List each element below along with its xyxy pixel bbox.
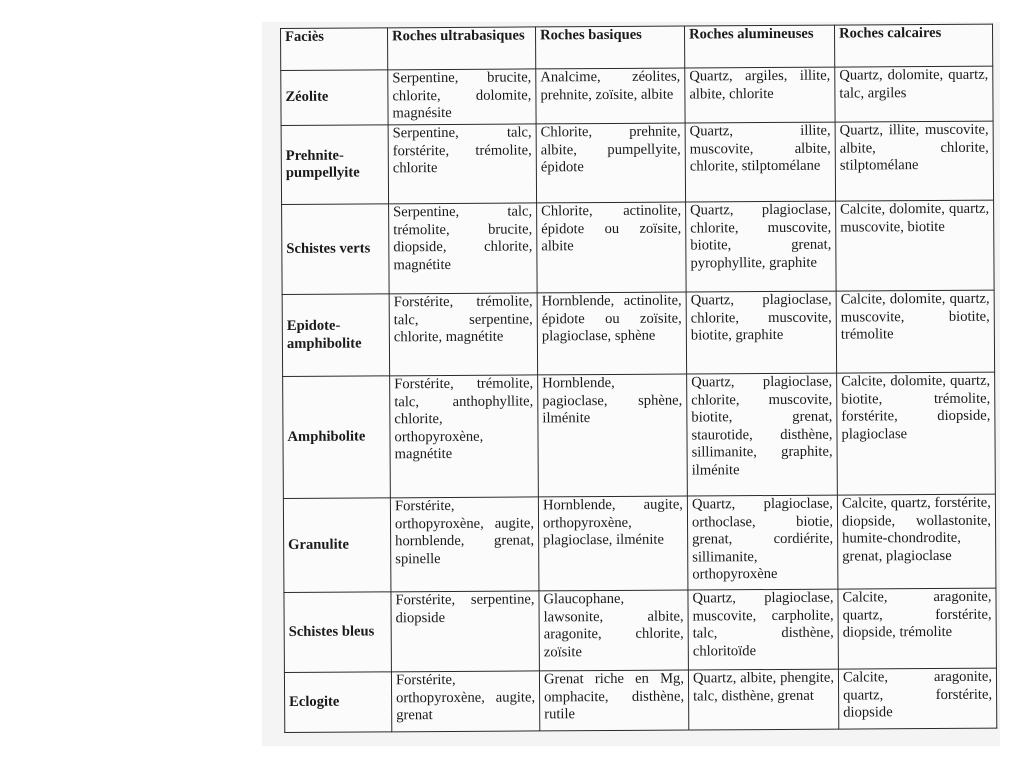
cell-aluminous: Quartz, argiles, illite, albite, chlorite	[685, 67, 835, 123]
cell-aluminous: Quartz, albite, phengite, talc, disthène, grenat	[688, 669, 838, 730]
table-header	[281, 24, 993, 70]
facies-amphibolite: Amphibolite	[283, 376, 391, 499]
cell-ultrabasic: Forstérite, trémolite, talc, serpentine, chlorite, magnétite	[389, 293, 537, 376]
cell-basic: Grenat riche en Mg, omphacite, disthène, rutile	[539, 670, 688, 731]
facies-schistes-verts: Schistes verts	[282, 204, 390, 295]
cell-ultrabasic: Forstérite, serpentine, diopside	[391, 591, 539, 672]
cell-basic: Hornblende, augite, orthopyroxène, plagioclase, ilménite	[538, 496, 688, 591]
cell-aluminous: Quartz, plagioclase, chlorite, muscovite, biotite, grenat, pyrophyllite, graphite	[686, 201, 837, 292]
cell-calcareous: Calcite, dolomite, quartz, biotite, trémolite, forstérite, diopside, plagioclase	[837, 372, 996, 495]
table-row	[283, 494, 996, 592]
table-row	[284, 588, 996, 672]
metamorphic-facies-table	[280, 24, 997, 733]
cell-ultrabasic: Serpentine, brucite, chlorite, dolomite, magnésite	[388, 69, 536, 125]
cell-ultrabasic: Forstérite, trémolite, talc, anthophyllite, chlorite, orthopyroxène, magnétite	[390, 375, 539, 498]
header-basic-rocks: Roches basiques	[535, 26, 684, 69]
cell-calcareous: Calcite, dolomite, quartz, muscovite, biotite	[836, 200, 995, 291]
cell-aluminous: Quartz, illite, muscovite, albite, chlorite, stilptomélane	[685, 122, 835, 202]
cell-ultrabasic: Serpentine, talc, trémolite, brucite, diopside, chlorite, magnétite	[389, 203, 538, 294]
header-ultrabasic-rocks: Roches ultrabasiques	[388, 27, 536, 70]
cell-calcareous: Calcite, aragonite, quartz, forstérite, diopside, trémolite	[838, 588, 996, 669]
facies-prehnite-pumpellyite: Prehnite- pumpellyite	[281, 125, 388, 205]
cell-calcareous: Calcite, quartz, forstérite, diopside, wollastonite, humite-chondrodite, grenat, plagioclase	[837, 494, 996, 589]
cell-ultrabasic: Serpentine, talc, forstérite, trémolite, chlorite	[388, 124, 536, 204]
table-row	[282, 290, 994, 376]
cell-ultrabasic: Forstérite, orthopyroxène, augite, hornblende, grenat, spinelle	[390, 497, 539, 592]
cell-basic: Chlorite, actinolite, épidote ou zoïsite, albite	[537, 202, 687, 293]
table-body	[281, 66, 997, 732]
cell-calcareous: Quartz, illite, muscovite, albite, chlorite, stilptomélane	[835, 121, 993, 201]
cell-aluminous: Quartz, plagioclase, chlorite, muscovite, biotite, graphite	[686, 291, 836, 374]
cell-basic: Glaucophane, lawsonite, albite, aragonite, chlorite, zoïsite	[539, 590, 688, 671]
cell-basic: Analcime, zéolites, prehnite, zoïsite, albite	[536, 68, 685, 124]
table-row	[281, 121, 993, 204]
facies-zeolite: Zéolite	[281, 70, 388, 126]
table-row	[283, 372, 996, 498]
cell-aluminous: Quartz, plagioclase, orthoclase, biotie, grenat, cordiérite, sillimanite, orthopyroxène	[687, 495, 838, 590]
header-facies: Faciès	[281, 28, 388, 71]
table-row	[281, 66, 993, 125]
cell-basic: Hornblende, pagioclase, sphène, ilménite	[538, 374, 688, 497]
table-row	[282, 200, 995, 294]
cell-aluminous: Quartz, plagioclase, chlorite, muscovite, biotite, grenat, staurotide, disthène, sillimanite, graphite, ilménite	[687, 373, 838, 496]
facies-schistes-bleus: Schistes bleus	[284, 592, 391, 673]
cell-calcareous: Quartz, dolomite, quartz, talc, argiles	[835, 66, 993, 122]
facies-granulite: Granulite	[283, 498, 391, 593]
facies-epidote-amphibolite: Epidote- amphibolite	[282, 294, 389, 377]
cell-calcareous: Calcite, dolomite, quartz, muscovite, biotite, trémolite	[836, 290, 994, 373]
cell-aluminous: Quartz, plagioclase, muscovite, carpholite, talc, disthène, chloritoïde	[688, 589, 838, 670]
header-calcareous-rocks: Roches calcaires	[834, 24, 992, 67]
cell-basic: Chlorite, prehnite, albite, pumpellyite, épidote	[536, 123, 685, 203]
cell-calcareous: Calcite, aragonite, quartz, forstérite, diopside	[838, 668, 996, 729]
header-row	[281, 24, 993, 70]
facies-eclogite: Eclogite	[284, 672, 391, 733]
header-aluminous-rocks: Roches alumineuses	[684, 25, 834, 68]
table-row	[284, 668, 996, 732]
cell-basic: Hornblende, actinolite, épidote ou zoïsite, plagioclase, sphène	[537, 292, 686, 375]
cell-ultrabasic: Forstérite, orthopyroxène, augite, grenat	[391, 671, 539, 732]
